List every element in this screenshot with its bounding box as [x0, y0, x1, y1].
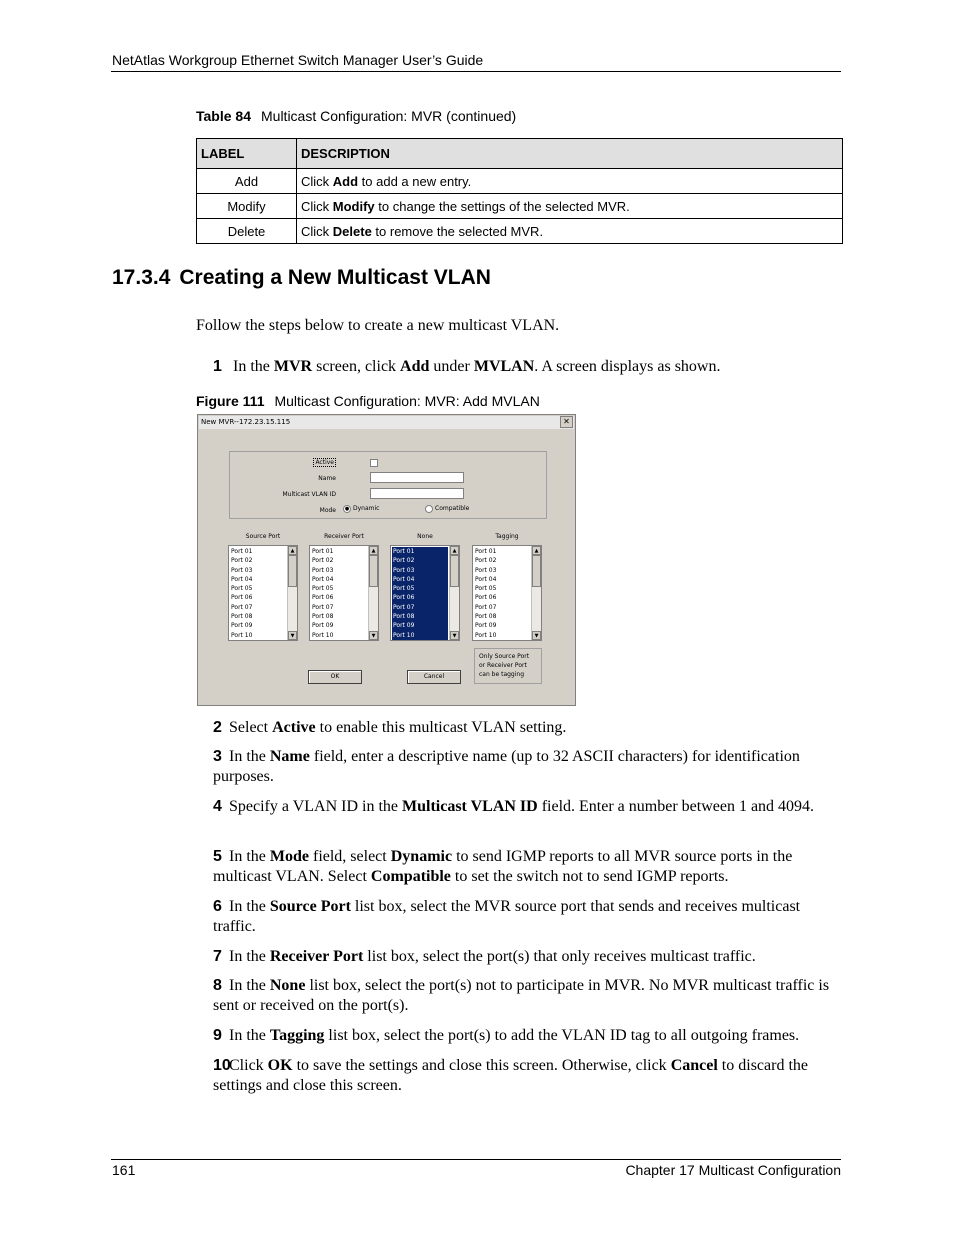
- table-row: [197, 219, 843, 244]
- vlan-id-label: Multicast VLAN ID: [282, 491, 336, 498]
- table-header-label: LABEL: [197, 139, 297, 169]
- step-1: 1 In the MVR screen, click Add under MVLAN. A screen displays as shown.: [213, 358, 721, 375]
- step-number: 3: [213, 748, 222, 765]
- step-number: 8: [213, 977, 222, 994]
- step-number: 7: [213, 948, 222, 965]
- step-number: 1: [213, 358, 222, 375]
- active-label: Active: [315, 459, 334, 466]
- table-header-description: DESCRIPTION: [297, 139, 843, 169]
- dynamic-radio[interactable]: ●: [344, 506, 350, 512]
- tagging-listbox[interactable]: [472, 545, 542, 641]
- step-3: 3 In the Name field, enter a descriptive name (up to 32 ASCII characters) for identification purposes.: [213, 748, 800, 785]
- step-7: 7 In the Receiver Port list box, select the port(s) that only receives multicast traffic.: [213, 948, 756, 965]
- list-item[interactable]: Port 02: [231, 557, 253, 565]
- list-item[interactable]: Port 09: [475, 622, 497, 630]
- active-checkbox[interactable]: [370, 459, 378, 467]
- dialog-title: New MVR--172.23.15.115: [199, 416, 574, 429]
- list-item[interactable]: Port 04: [475, 575, 497, 583]
- figure-caption-number: Figure 111: [196, 393, 265, 409]
- list-item[interactable]: Port 05: [475, 585, 497, 593]
- tagging-header: Tagging: [495, 533, 519, 540]
- list-item[interactable]: Port 07: [475, 603, 497, 611]
- list-item[interactable]: Port 02: [393, 557, 415, 565]
- dynamic-label: Dynamic: [353, 505, 380, 512]
- ok-button[interactable]: OK: [308, 670, 362, 684]
- step-2: 2 Select Active to enable this multicast VLAN setting.: [213, 719, 567, 736]
- table-caption-number: Table 84: [196, 108, 251, 124]
- section-title: Creating a New Multicast VLAN: [179, 266, 491, 289]
- list-item[interactable]: Port 01: [475, 548, 497, 555]
- compatible-label: Compatible: [435, 505, 470, 512]
- list-item[interactable]: Port 01: [393, 548, 415, 555]
- table-caption-text: Multicast Configuration: MVR (continued): [261, 108, 517, 124]
- source-port-listbox[interactable]: [228, 545, 298, 641]
- list-item[interactable]: Port 10: [393, 631, 415, 639]
- list-item[interactable]: Port 03: [312, 566, 334, 574]
- figure-caption-text: Multicast Configuration: MVR: Add MVLAN: [274, 393, 540, 409]
- scrollbar[interactable]: ▲ ▼: [531, 546, 541, 640]
- list-item[interactable]: Port 06: [231, 594, 253, 602]
- none-header: None: [417, 533, 433, 540]
- none-listbox[interactable]: [390, 545, 460, 641]
- table-row: [197, 169, 843, 194]
- list-item[interactable]: Port 10: [312, 631, 334, 639]
- table-cell-description: Click Delete to remove the selected MVR.: [297, 219, 843, 244]
- table-row: [197, 194, 843, 219]
- close-icon[interactable]: ✕: [560, 416, 573, 428]
- list-item[interactable]: Port 07: [393, 603, 415, 611]
- step-number: 6: [213, 898, 222, 915]
- source-port-header: Source Port: [245, 533, 281, 540]
- table-cell-description: Click Modify to change the settings of the selected MVR.: [297, 194, 843, 219]
- mode-label: Mode: [319, 507, 336, 514]
- section-heading: [112, 266, 491, 290]
- page-number: 161: [112, 1162, 136, 1178]
- vlan-id-field[interactable]: [370, 488, 464, 499]
- step-number: 5: [213, 848, 222, 865]
- list-item[interactable]: Port 09: [312, 622, 334, 630]
- list-item[interactable]: Port 06: [312, 594, 334, 602]
- step-number: 2: [213, 719, 222, 736]
- list-item[interactable]: Port 01: [312, 548, 334, 555]
- intro-paragraph: Follow the steps below to create a new multicast VLAN.: [196, 317, 560, 334]
- list-item[interactable]: Port 07: [231, 603, 253, 611]
- list-item[interactable]: Port 09: [393, 622, 415, 630]
- name-label: Name: [318, 475, 336, 482]
- label-description-table: [196, 138, 843, 244]
- list-item[interactable]: Port 02: [475, 557, 497, 565]
- list-item[interactable]: Port 06: [393, 594, 415, 602]
- footer-rule: [111, 1159, 841, 1160]
- step-number: 4: [213, 798, 222, 815]
- table-cell-label: Modify: [197, 194, 297, 219]
- step-4: 4 Specify a VLAN ID in the Multicast VLAN ID field. Enter a number between 1 and 4094.: [213, 798, 815, 815]
- name-field[interactable]: [370, 472, 464, 483]
- list-item[interactable]: Port 05: [312, 585, 334, 593]
- table-cell-description: Click Add to add a new entry.: [297, 169, 843, 194]
- section-number: 17.3.4: [112, 266, 171, 289]
- scrollbar[interactable]: ▲ ▼: [287, 546, 297, 640]
- step-8: 8 In the None list box, select the port(s) not to participate in MVR. No MVR multicast traffic is sent or received on the port(s).: [213, 977, 830, 1014]
- list-item[interactable]: Port 04: [231, 575, 253, 583]
- list-item[interactable]: Port 03: [475, 566, 497, 574]
- list-item[interactable]: Port 04: [393, 575, 415, 583]
- list-item[interactable]: Port 03: [393, 566, 415, 574]
- list-item[interactable]: Port 02: [312, 557, 334, 565]
- list-item[interactable]: Port 08: [475, 613, 497, 621]
- list-item[interactable]: Port 01: [231, 548, 253, 555]
- figure-caption: [196, 393, 540, 409]
- table-caption: [196, 108, 516, 124]
- receiver-port-listbox[interactable]: [309, 545, 379, 641]
- step-9: 9 In the Tagging list box, select the port(s) to add the VLAN ID tag to all outgoing frames.: [213, 1027, 800, 1044]
- cancel-button[interactable]: Cancel: [407, 670, 461, 684]
- step-10: 10Click OK to save the settings and close this screen. Otherwise, click Cancel to discard the settings and close this screen.: [213, 1057, 808, 1094]
- list-item[interactable]: Port 10: [475, 631, 497, 639]
- header-rule: [111, 71, 841, 72]
- table-cell-label: Delete: [197, 219, 297, 244]
- scrollbar[interactable]: ▲ ▼: [368, 546, 378, 640]
- compatible-radio[interactable]: [425, 505, 433, 513]
- list-item[interactable]: Port 05: [231, 585, 253, 593]
- list-item[interactable]: Port 06: [475, 594, 497, 602]
- scrollbar[interactable]: ▲ ▼: [449, 546, 459, 640]
- tagging-note: Only Source Port or Receiver Port can be tagging: [474, 648, 542, 684]
- step-5: 5 In the Mode field, select Dynamic to send IGMP reports to all MVR source ports in the multicast VLAN. Select Compatible to set the switch not to send IGMP reports.: [213, 848, 793, 885]
- table-cell-label: Add: [197, 169, 297, 194]
- list-item[interactable]: Port 08: [312, 613, 334, 621]
- list-item[interactable]: Port 08: [393, 613, 415, 621]
- new-mvr-dialog: [197, 414, 576, 706]
- table-header-row: [197, 139, 843, 169]
- chapter-title: Chapter 17 Multicast Configuration: [625, 1162, 841, 1178]
- list-item[interactable]: Port 09: [231, 622, 253, 630]
- step-6: 6 In the Source Port list box, select the MVR source port that sends and receives multicast traffic.: [213, 898, 801, 935]
- list-item[interactable]: Port 05: [393, 585, 415, 593]
- list-item[interactable]: Port 08: [231, 613, 253, 621]
- list-item[interactable]: Port 03: [231, 566, 253, 574]
- receiver-port-header: Receiver Port: [324, 533, 364, 540]
- list-item[interactable]: Port 10: [231, 631, 253, 639]
- list-item[interactable]: Port 07: [312, 603, 334, 611]
- step-number: 9: [213, 1027, 222, 1044]
- list-item[interactable]: Port 04: [312, 575, 334, 583]
- step-number: 10: [213, 1057, 231, 1074]
- running-header: NetAtlas Workgroup Ethernet Switch Manager User’s Guide: [112, 52, 484, 68]
